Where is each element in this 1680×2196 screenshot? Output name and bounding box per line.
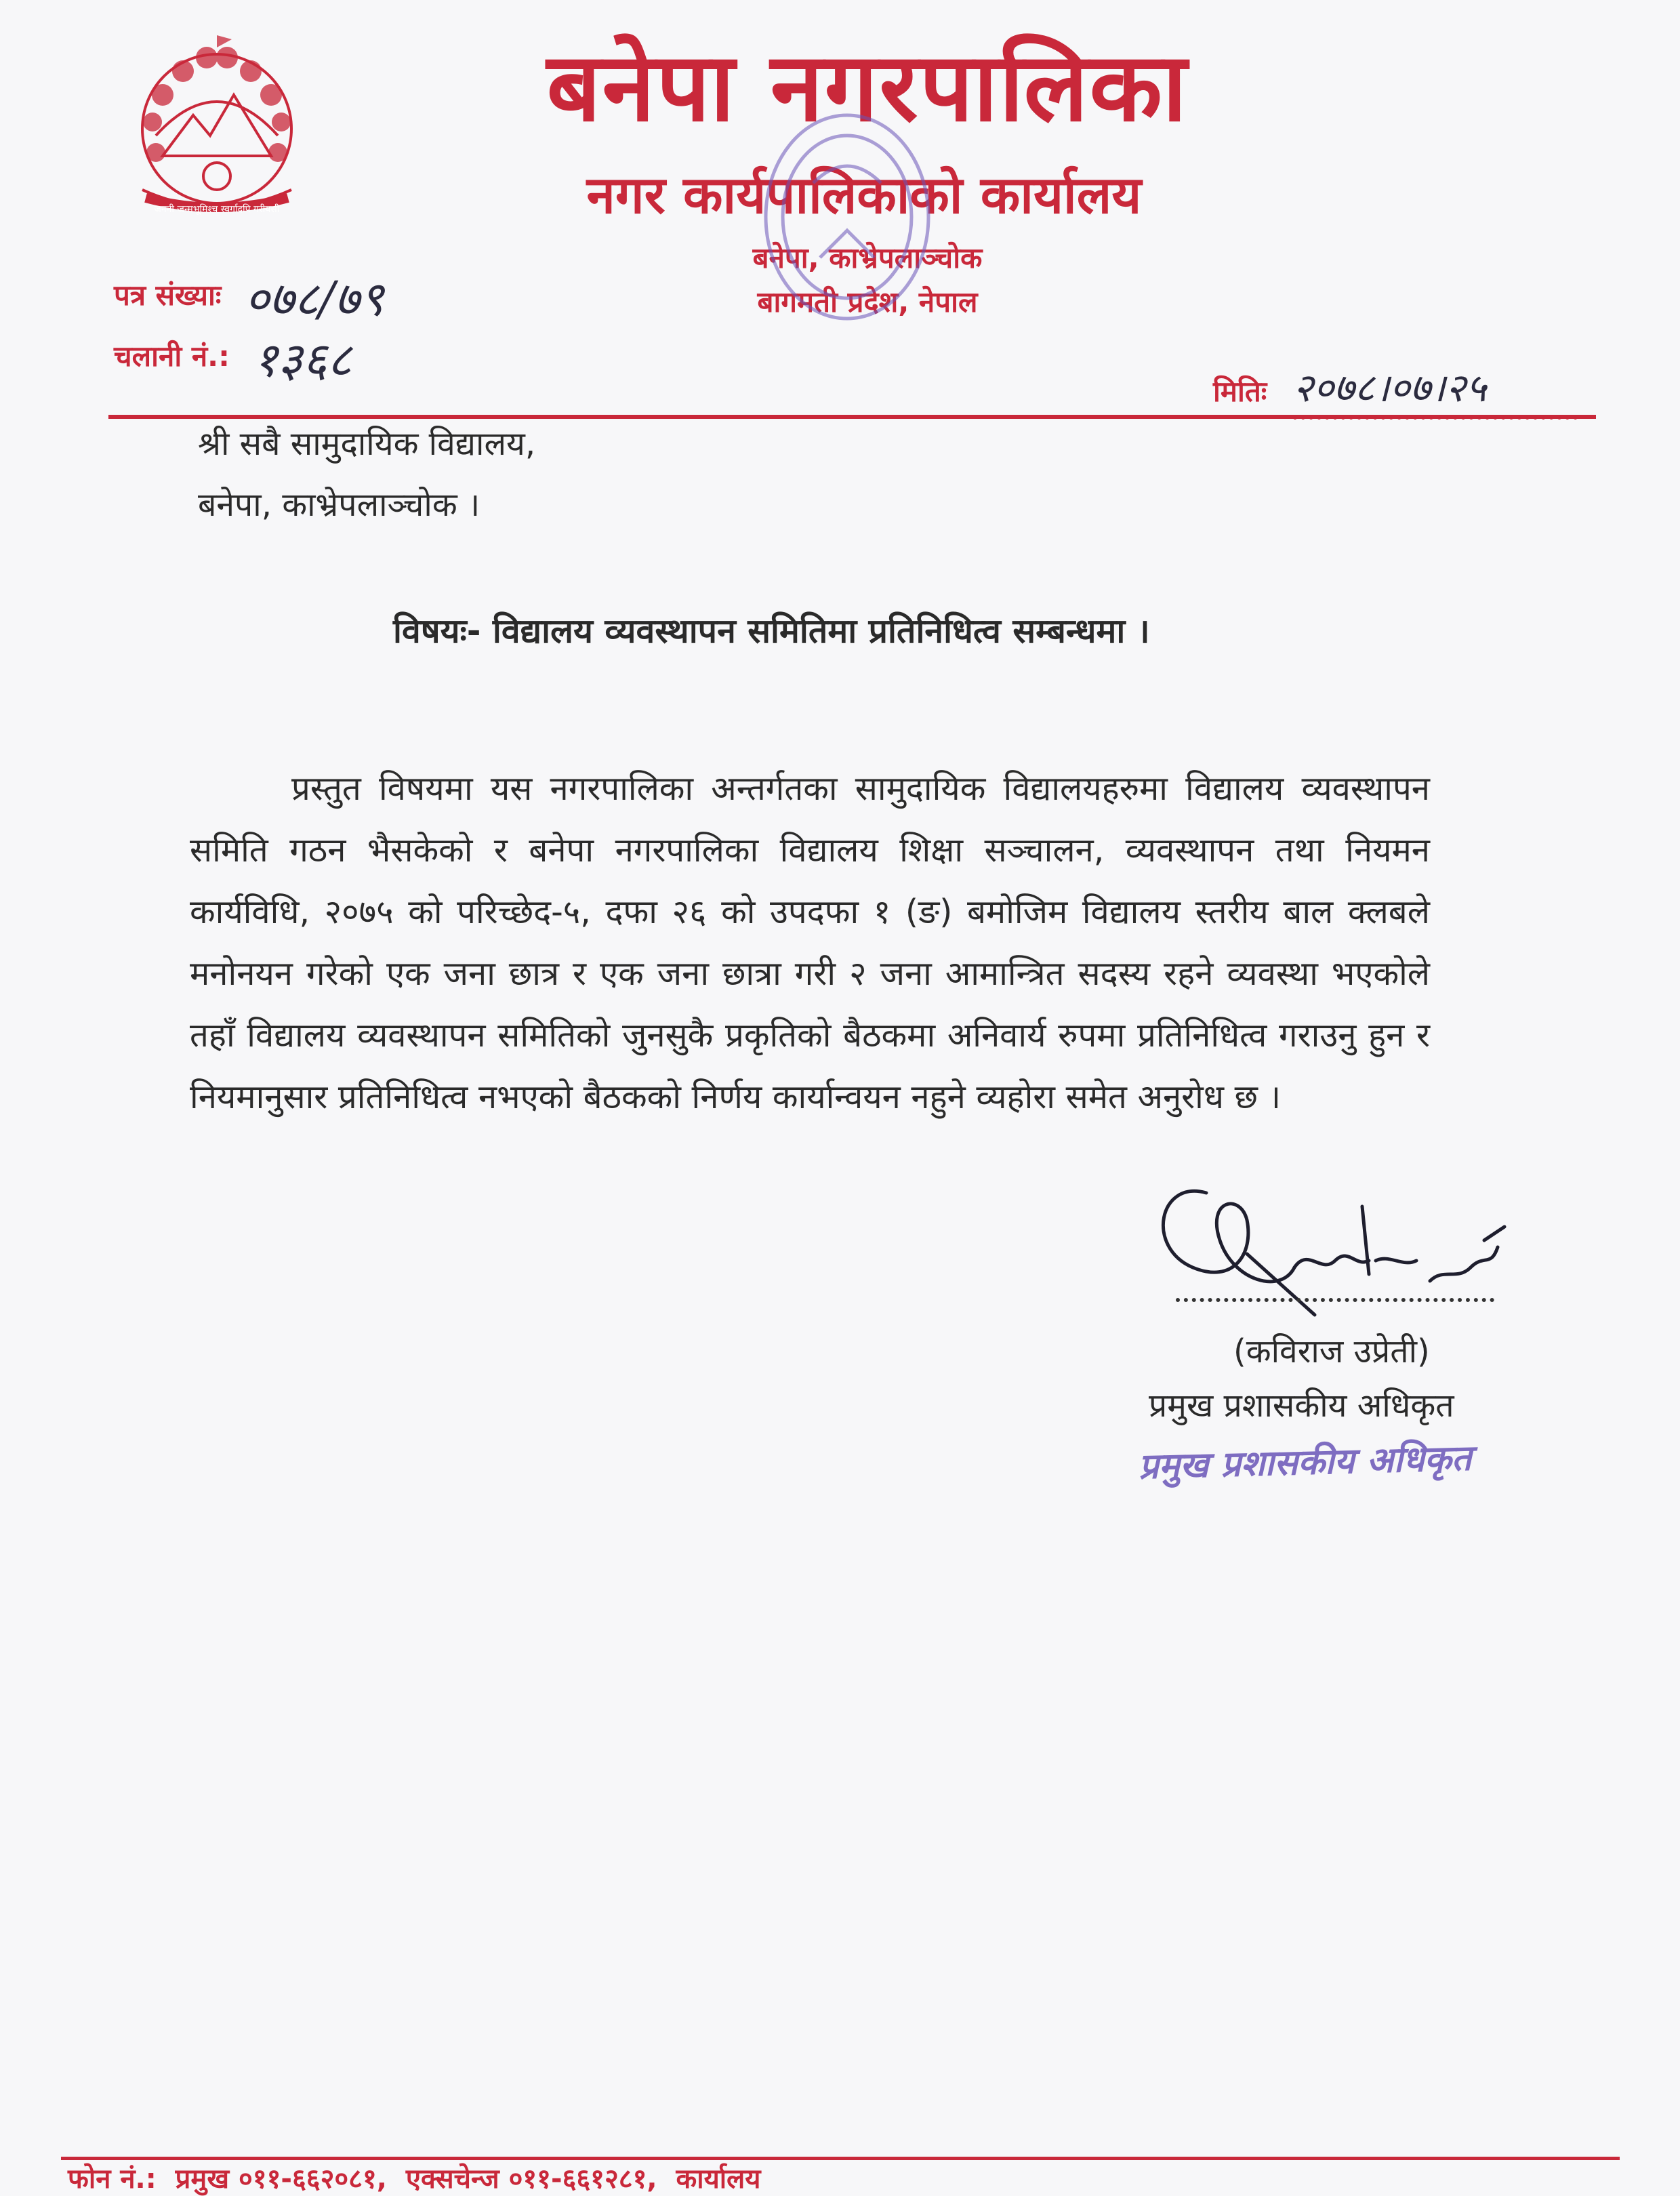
recipient-line-1: श्री सबै सामुदायिक विद्यालय, [198,425,536,463]
body-paragraph: प्रस्तुत विषयमा यस नगरपालिका अन्तर्गतका सामुदायिक विद्यालयहरुमा विद्यालय व्यवस्थापन समिति गठन भैसकेको र बनेपा नगरपालिका विद्यालय शिक्षा सञ्चालन, व्यवस्थापन तथा नियमन कार्यविधि, २०७५ को परिच्छेद-५, दफा २६ को उपदफा १ (ङ) बमोजिम विद्यालय स्तरीय बाल क्लबले मनोनयन गरेको एक जना छात्र र एक जना छात्रा गरी २ जना आमान्त्रित सदस्य रहने व्यवस्था भएकोले तहाँ विद्यालय व्यवस्थापन समितिको जुनसुकै प्रकृतिको बैठकमा अनिवार्य रुपमा प्रतिनिधित्व गराउनु हुन र नियमानुसार प्रतिनिधित्व नभएको बैठकको निर्णय कार्यान्वयन नहुने व्यहोरा समेत अनुरोध छ । [190,769,1430,1116]
recipient-line-2: बनेपा, काभ्रेपलाञ्चोक । [198,486,480,524]
recipient-block [198,413,535,535]
footer-phone-label: फोन नं.: [68,2163,157,2195]
office-name: नगर कार्यपालिकाको कार्यालय [586,165,1142,225]
date-value: २०७८।०७।२५ [1293,359,1578,420]
office-stamp-icon [745,102,949,346]
address-line-1: बनेपा, काभ्रेपलाञ्चोक [752,241,983,274]
signatory-name: (कविराज उप्रेती) [1233,1333,1430,1370]
dispatch-number-value: १३६८ [253,332,352,388]
designation-stamp: प्रमुख प्रशासकीय अधिकृत [1138,1438,1473,1488]
dispatch-number-row [114,325,352,390]
letter-number-label: पत्र संख्याः [114,278,222,312]
date-row [1213,359,1578,420]
letter-number-row [114,264,384,329]
svg-text:जननी जन्मभूमिश्च स्वर्गादपि गर: जननी जन्मभूमिश्च स्वर्गादपि गरीयसी [154,204,280,215]
org-name: बनेपा नगरपालिका [546,33,1189,143]
signature-line [1176,1298,1494,1302]
subject-line: विषयः- विद्यालय व्यवस्थापन समितिमा प्रतिनिधित्व सम्बन्धमा । [393,611,1150,651]
nepal-emblem-icon [115,20,319,224]
dispatch-number-label: चलानी नं.: [114,339,230,373]
footer-office-phone: कार्यालय [676,2163,761,2195]
footer-chief-phone: प्रमुख ०११-६६२०८१, [175,2163,387,2195]
footer-exchange-phone: एक्सचेन्ज ०११-६६१२८१, [405,2163,657,2195]
footer-contact [68,2159,770,2196]
address-line-2: बागमती प्रदेश, नेपाल [757,285,978,319]
letter-number-value: ०७८/७९ [244,271,384,327]
date-label: मितिः [1213,375,1267,408]
signatory-title: प्रमुख प्रशासकीय अधिकृत [1149,1387,1454,1425]
